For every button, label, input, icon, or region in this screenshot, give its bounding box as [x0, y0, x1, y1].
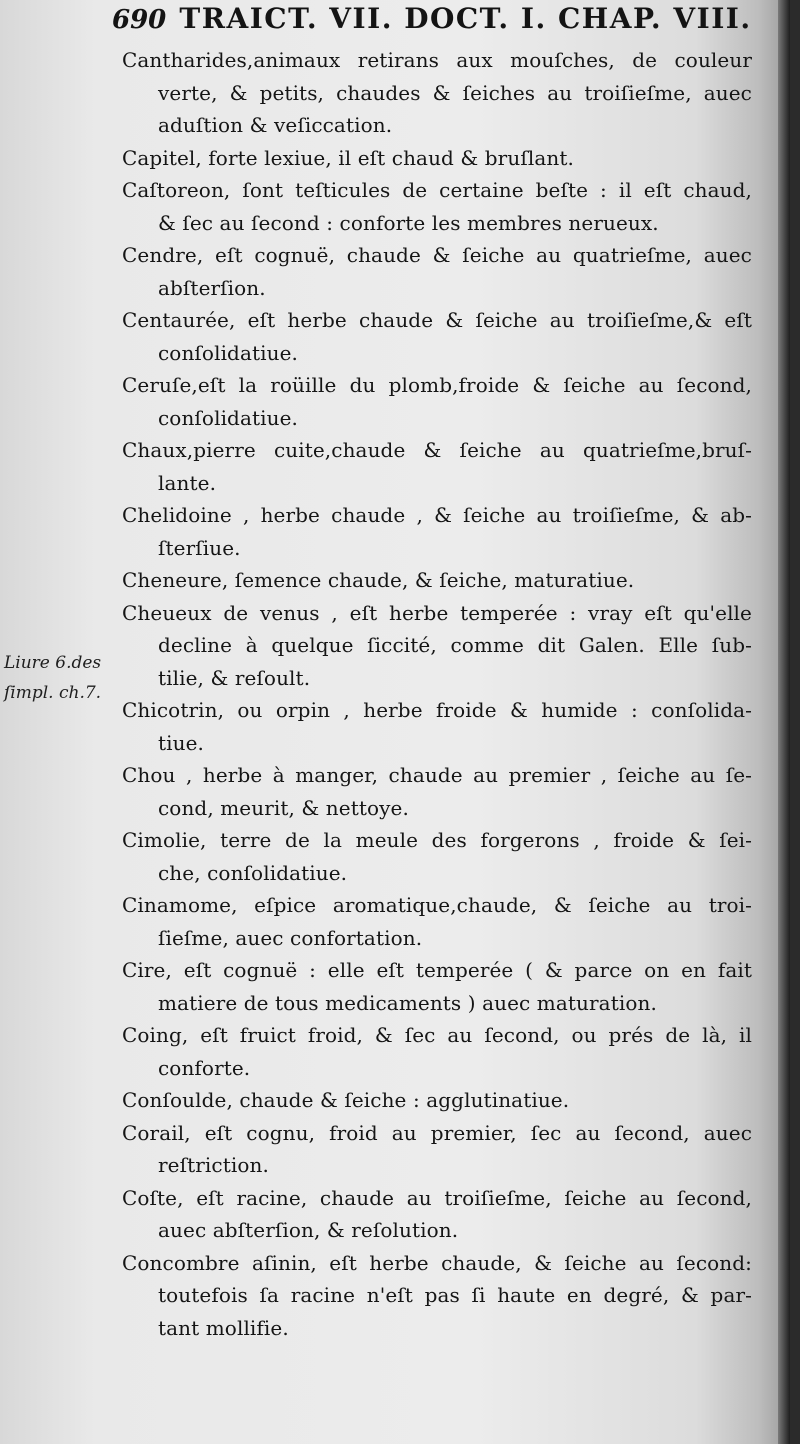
margin-note [4, 648, 116, 708]
entry-headline: Ceruſe,eſt la roüille du plomb,froide & ſeiche au ſecond, [122, 373, 752, 397]
entry-headline: Conſoulde, chaude & ſeiche : agglutinatiue. [122, 1088, 570, 1112]
glossary-entry [122, 564, 752, 597]
entry-continuation-line: reſtriction. [158, 1153, 269, 1177]
entry-headline: Corail, eſt cognu, froid au premier, ſec au ſecond, auec [122, 1120, 752, 1145]
entry-continuation-line: decline à quelque ſiccité, comme dit Galen. Elle ſub- [158, 633, 752, 657]
glossary-entry [122, 369, 752, 434]
page-number: 690 [112, 5, 167, 35]
entry-headline: Concombre aſinin, eſt herbe chaude, & ſeiche au ſecond: [122, 1250, 752, 1275]
glossary-entry [122, 434, 752, 499]
entry-continuation-line: conforte. [158, 1055, 251, 1080]
entry-headline: Centaurée, eſt herbe chaude & ſeiche au troiſieſme,& eſt [122, 308, 752, 332]
glossary-entry [122, 597, 752, 695]
glossary-entry [122, 889, 752, 954]
entry-headline: Cantharides,animaux retirans aux mouſches, de couleur [122, 48, 752, 72]
entry-headline: Cire, eſt cognuë : elle eſt temperée ( & parce on en fait [122, 958, 752, 982]
entry-continuation-line: auec abſterſion, & reſolution. [158, 1218, 459, 1242]
running-header [112, 2, 762, 42]
margin-note-line: Liure 6.des [4, 653, 102, 673]
entry-headline: Cheneure, ſemence chaude, & ſeiche, maturatiue. [122, 568, 635, 592]
entry-continuation-line: tant mollifie. [158, 1315, 289, 1340]
glossary-entry [122, 1182, 752, 1247]
entry-continuation-line: lante. [158, 470, 217, 495]
entry-continuation-line: che, conſolidatiue. [158, 860, 348, 885]
entry-continuation-line: verte, & petits, chaudes & ſeiches au troiſieſme, auec [158, 80, 752, 105]
entry-continuation-line: & ſec au ſecond : conforte les membres nerueux. [158, 210, 659, 235]
entry-headline: Chelidoine , herbe chaude , & ſeiche au troiſieſme, & ab- [122, 503, 752, 527]
entry-continuation-line: tiue. [158, 730, 205, 755]
entry-continuation-line: cond, meurit, & nettoye. [158, 795, 409, 820]
entry-continuation-line: tilie, & reſoult. [158, 665, 311, 690]
entry-continuation-line: abſterſion. [158, 275, 266, 300]
entry-headline: Cendre, eſt cognuë, chaude & ſeiche au quatrieſme, auec [122, 243, 752, 267]
entry-continuation-line: ſterſiue. [158, 535, 241, 560]
running-title: TRAICT. VII. DOCT. I. CHAP. VIII. [179, 2, 752, 35]
entry-continuation-line: aduſtion & veſiccation. [158, 113, 393, 137]
glossary-entry [122, 44, 752, 142]
entry-headline: Caſtoreon, ſont teſticules de certaine beſte : il eſt chaud, [122, 178, 752, 202]
entry-continuation-line: ſieſme, auec confortation. [158, 925, 423, 950]
glossary-entry [122, 499, 752, 564]
entry-headline: Coſte, eſt racine, chaude au troiſieſme, ſeiche au ſecond, [122, 1185, 752, 1210]
glossary-entry [122, 1084, 752, 1117]
entry-continuation-line: matiere de tous medicaments ) auec maturation. [158, 990, 657, 1015]
glossary-entry [122, 759, 752, 824]
glossary-entries [122, 44, 752, 1344]
entry-headline: Cimolie, terre de la meule des forgerons , froide & ſei- [122, 828, 752, 852]
page-edge-shadow [778, 0, 790, 1444]
entry-continuation-line: conſolidatiue. [158, 405, 298, 430]
entry-headline: Chaux,pierre cuite,chaude & ſeiche au quatrieſme,bruſ- [122, 438, 752, 462]
glossary-entry [122, 239, 752, 304]
entry-headline: Chou , herbe à manger, chaude au premier , ſeiche au ſe- [122, 763, 752, 787]
entry-headline: Chicotrin, ou orpin , herbe froide & humide : conſolida- [122, 698, 752, 722]
glossary-entry [122, 1117, 752, 1182]
glossary-entry [122, 1247, 752, 1345]
glossary-entry [122, 954, 752, 1019]
glossary-entry [122, 1019, 752, 1084]
glossary-entry [122, 142, 752, 175]
entry-continuation-line: toutefois ſa racine n'eſt pas ſi haute en degré, & par- [158, 1283, 752, 1307]
entry-headline: Cheueux de venus , eſt herbe temperée : vray eſt qu'elle [122, 600, 752, 625]
entry-headline: Coing, eſt fruict froid, & ſec au ſecond, ou prés de là, il [122, 1023, 752, 1047]
entry-headline: Cinamome, eſpice aromatique,chaude, & ſeiche au troi- [122, 893, 752, 917]
margin-note-line: ſimpl. ch.7. [4, 683, 102, 703]
glossary-entry [122, 304, 752, 369]
glossary-entry [122, 824, 752, 889]
glossary-entry [122, 174, 752, 239]
glossary-entry [122, 694, 752, 759]
entry-continuation-line: conſolidatiue. [158, 340, 298, 365]
entry-headline: Capitel, forte lexiue, il eſt chaud & bruſlant. [122, 145, 574, 170]
